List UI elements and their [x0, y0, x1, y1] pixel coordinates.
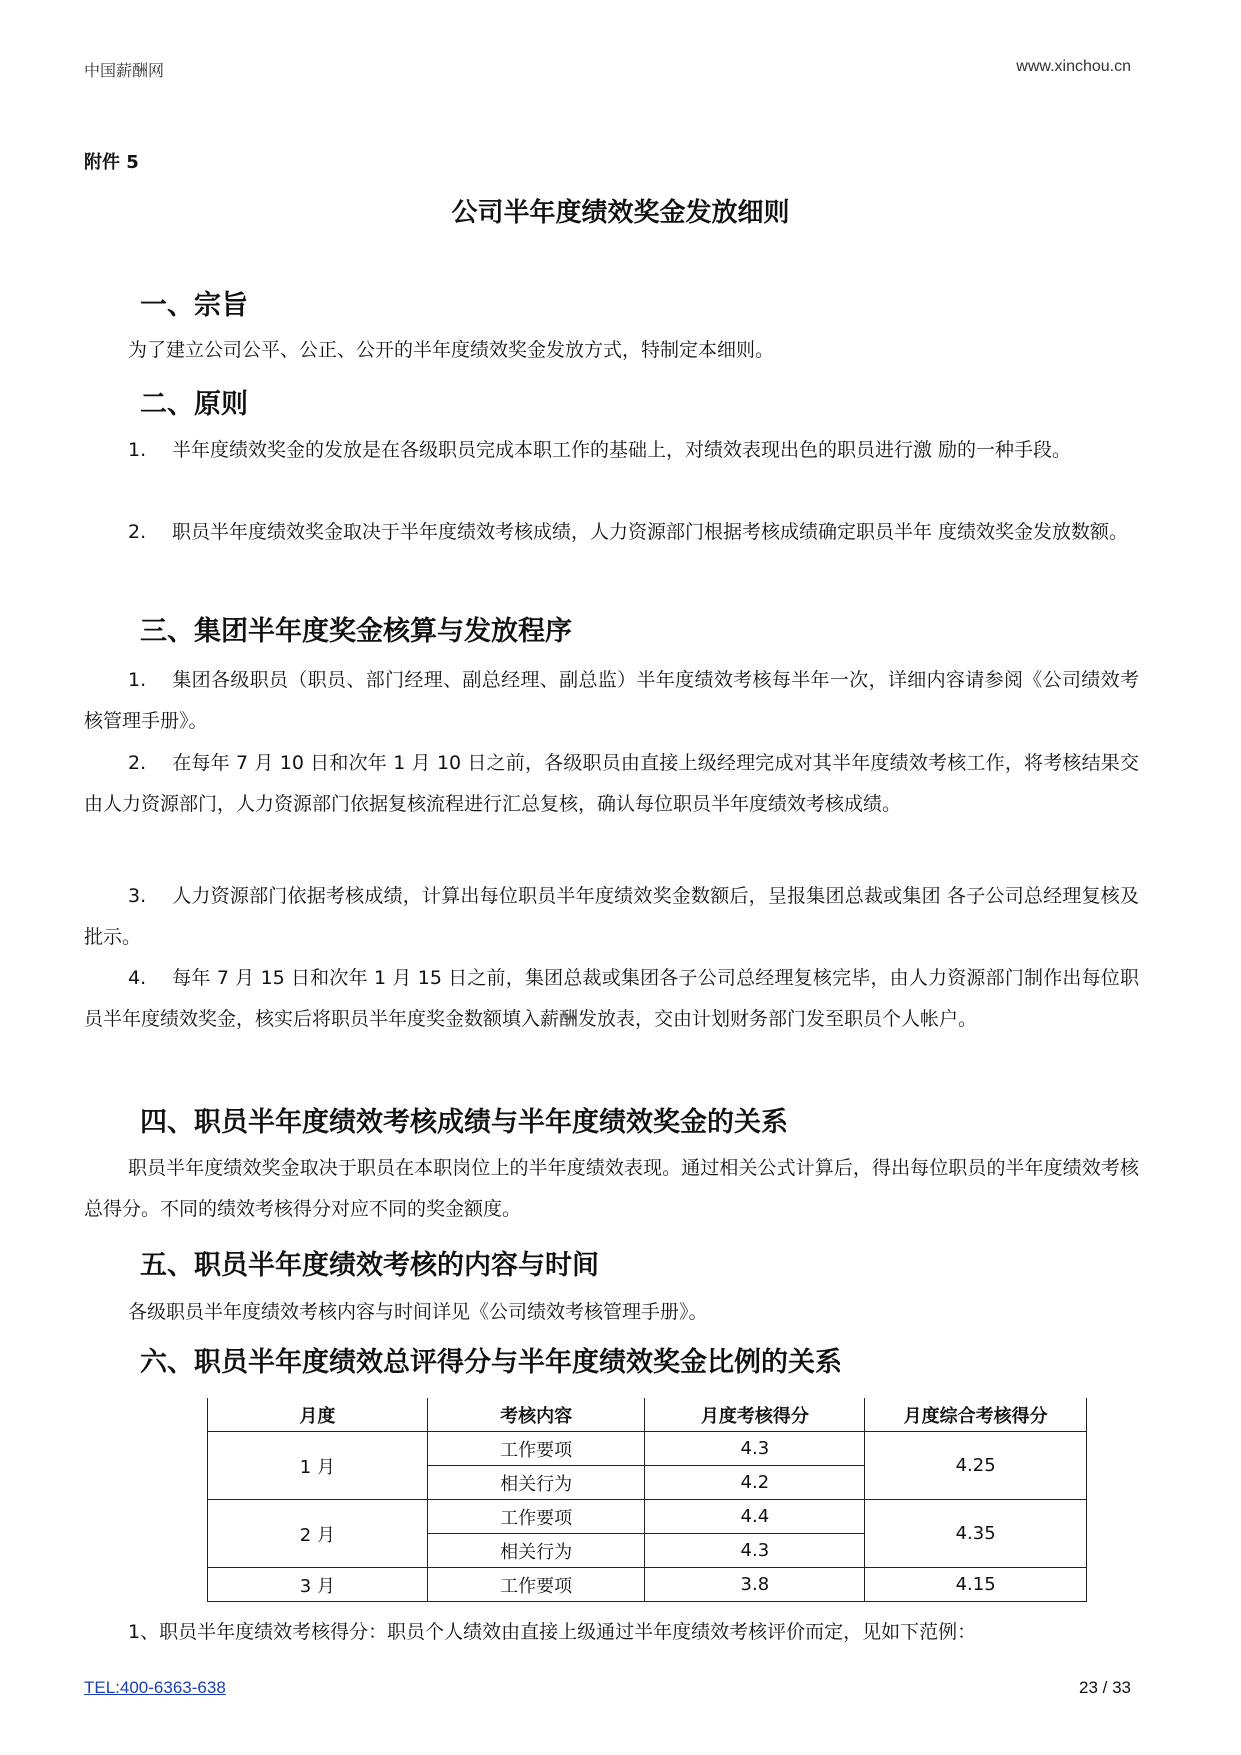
- table-header-cell: 考核内容: [427, 1398, 645, 1432]
- item-cell: 工作要项: [427, 1432, 645, 1466]
- table-row: [208, 1568, 1087, 1602]
- table-row: [208, 1500, 1087, 1534]
- score-cell: 4.3: [645, 1432, 865, 1466]
- score-cell: 3.8: [645, 1568, 865, 1602]
- item-text: 集团各级职员（职员、部门经理、副总经理、副总监）半年度绩效考核每半年一次，详细内容请参阅《公司绩效考核管理手册》。: [84, 669, 1139, 732]
- footer-tel-link[interactable]: TEL:400-6363-638: [84, 1678, 226, 1697]
- procedure-item: [84, 876, 1139, 958]
- score-cell: 4.2: [645, 1466, 865, 1500]
- total-score-cell: 4.35: [865, 1500, 1087, 1568]
- principle-item: [84, 512, 1139, 553]
- section-heading-content-time: 五、职员半年度绩效考核的内容与时间: [140, 1250, 599, 1281]
- month-cell: 3 月: [208, 1568, 428, 1602]
- procedure-item: [84, 743, 1139, 825]
- item-text: 职员半年度绩效奖金取决于半年度绩效考核成绩，人力资源部门根据考核成绩确定职员半年 度绩效奖金发放数额。: [172, 521, 1129, 543]
- month-cell: 1 月: [208, 1432, 428, 1500]
- item-number: 1.: [128, 439, 147, 461]
- item-number: 2.: [128, 521, 147, 543]
- item-number: 2.: [128, 752, 147, 774]
- document-title: 公司半年度绩效奖金发放细则: [451, 198, 790, 228]
- table-header-cell: 月度综合考核得分: [865, 1398, 1087, 1432]
- section-text-purpose: 为了建立公司公平、公正、公开的半年度绩效奖金发放方式，特制定本细则。: [128, 339, 775, 361]
- item-cell: 相关行为: [427, 1466, 645, 1500]
- item-cell: 工作要项: [427, 1500, 645, 1534]
- section-heading-score-ratio: 六、职员半年度绩效总评得分与半年度绩效奖金比例的关系: [140, 1347, 842, 1378]
- section-heading-relation: 四、职员半年度绩效考核成绩与半年度绩效奖金的关系: [140, 1107, 788, 1138]
- procedure-item: [84, 958, 1139, 1040]
- footer-page-number: 23 / 33: [1079, 1678, 1131, 1697]
- table-header-cell: 月度: [208, 1398, 428, 1432]
- item-text: 在每年 7 月 10 日和次年 1 月 10 日之前，各级职员由直接上级经理完成对其半年度绩效考核工作，将考核结果交由人力资源部门，人力资源部门依据复核流程进行汇总复核，确认每位职员半年度绩效考核成绩。: [84, 752, 1139, 815]
- section-text-relation: 职员半年度绩效奖金取决于职员在本职岗位上的半年度绩效表现。通过相关公式计算后，得出每位职员的半年度绩效考核总得分。不同的绩效考核得分对应不同的奖金额度。: [84, 1157, 1139, 1220]
- item-text: 半年度绩效奖金的发放是在各级职员完成本职工作的基础上，对绩效表现出色的职员进行激 励的一种手段。: [172, 439, 1072, 461]
- section-heading-purpose: 一、宗旨: [140, 290, 248, 321]
- item-text: 人力资源部门依据考核成绩，计算出每位职员半年度绩效奖金数额后，呈报集团总裁或集团 各子公司总经理复核及批示。: [84, 885, 1139, 948]
- score-table: [207, 1398, 1087, 1602]
- annex-label: 附件 5: [84, 152, 139, 173]
- header-site-name: 中国薪酬网: [84, 61, 165, 80]
- item-cell: 工作要项: [427, 1568, 645, 1602]
- header-site-url[interactable]: www.xinchou.cn: [1016, 58, 1131, 75]
- item-cell: 相关行为: [427, 1534, 645, 1568]
- section-heading-principles: 二、原则: [140, 389, 248, 420]
- note-text: 1、职员半年度绩效考核得分：职员个人绩效由直接上级通过半年度绩效考核评价而定，见如下范例：: [128, 1621, 977, 1643]
- item-number: 4.: [128, 967, 147, 989]
- table-header-cell: 月度考核得分: [645, 1398, 865, 1432]
- total-score-cell: 4.15: [865, 1568, 1087, 1602]
- item-number: 1.: [128, 669, 147, 691]
- principle-item: [84, 430, 1139, 471]
- table-header-row: [208, 1398, 1087, 1432]
- total-score-cell: 4.25: [865, 1432, 1087, 1500]
- score-cell: 4.3: [645, 1534, 865, 1568]
- item-text: 每年 7 月 15 日和次年 1 月 15 日之前，集团总裁或集团各子公司总经理复核完毕，由人力资源部门制作出每位职员半年度绩效奖金，核实后将职员半年度奖金数额填入薪酬发放表，交由计划财务部门发至职员个人帐户。: [84, 967, 1139, 1030]
- month-cell: 2 月: [208, 1500, 428, 1568]
- section-text-content-time: 各级职员半年度绩效考核内容与时间详见《公司绩效考核管理手册》。: [128, 1301, 708, 1323]
- table-row: [208, 1432, 1087, 1466]
- score-cell: 4.4: [645, 1500, 865, 1534]
- section-heading-procedure: 三、集团半年度奖金核算与发放程序: [140, 616, 572, 647]
- item-number: 3.: [128, 885, 147, 907]
- procedure-item: [84, 660, 1139, 742]
